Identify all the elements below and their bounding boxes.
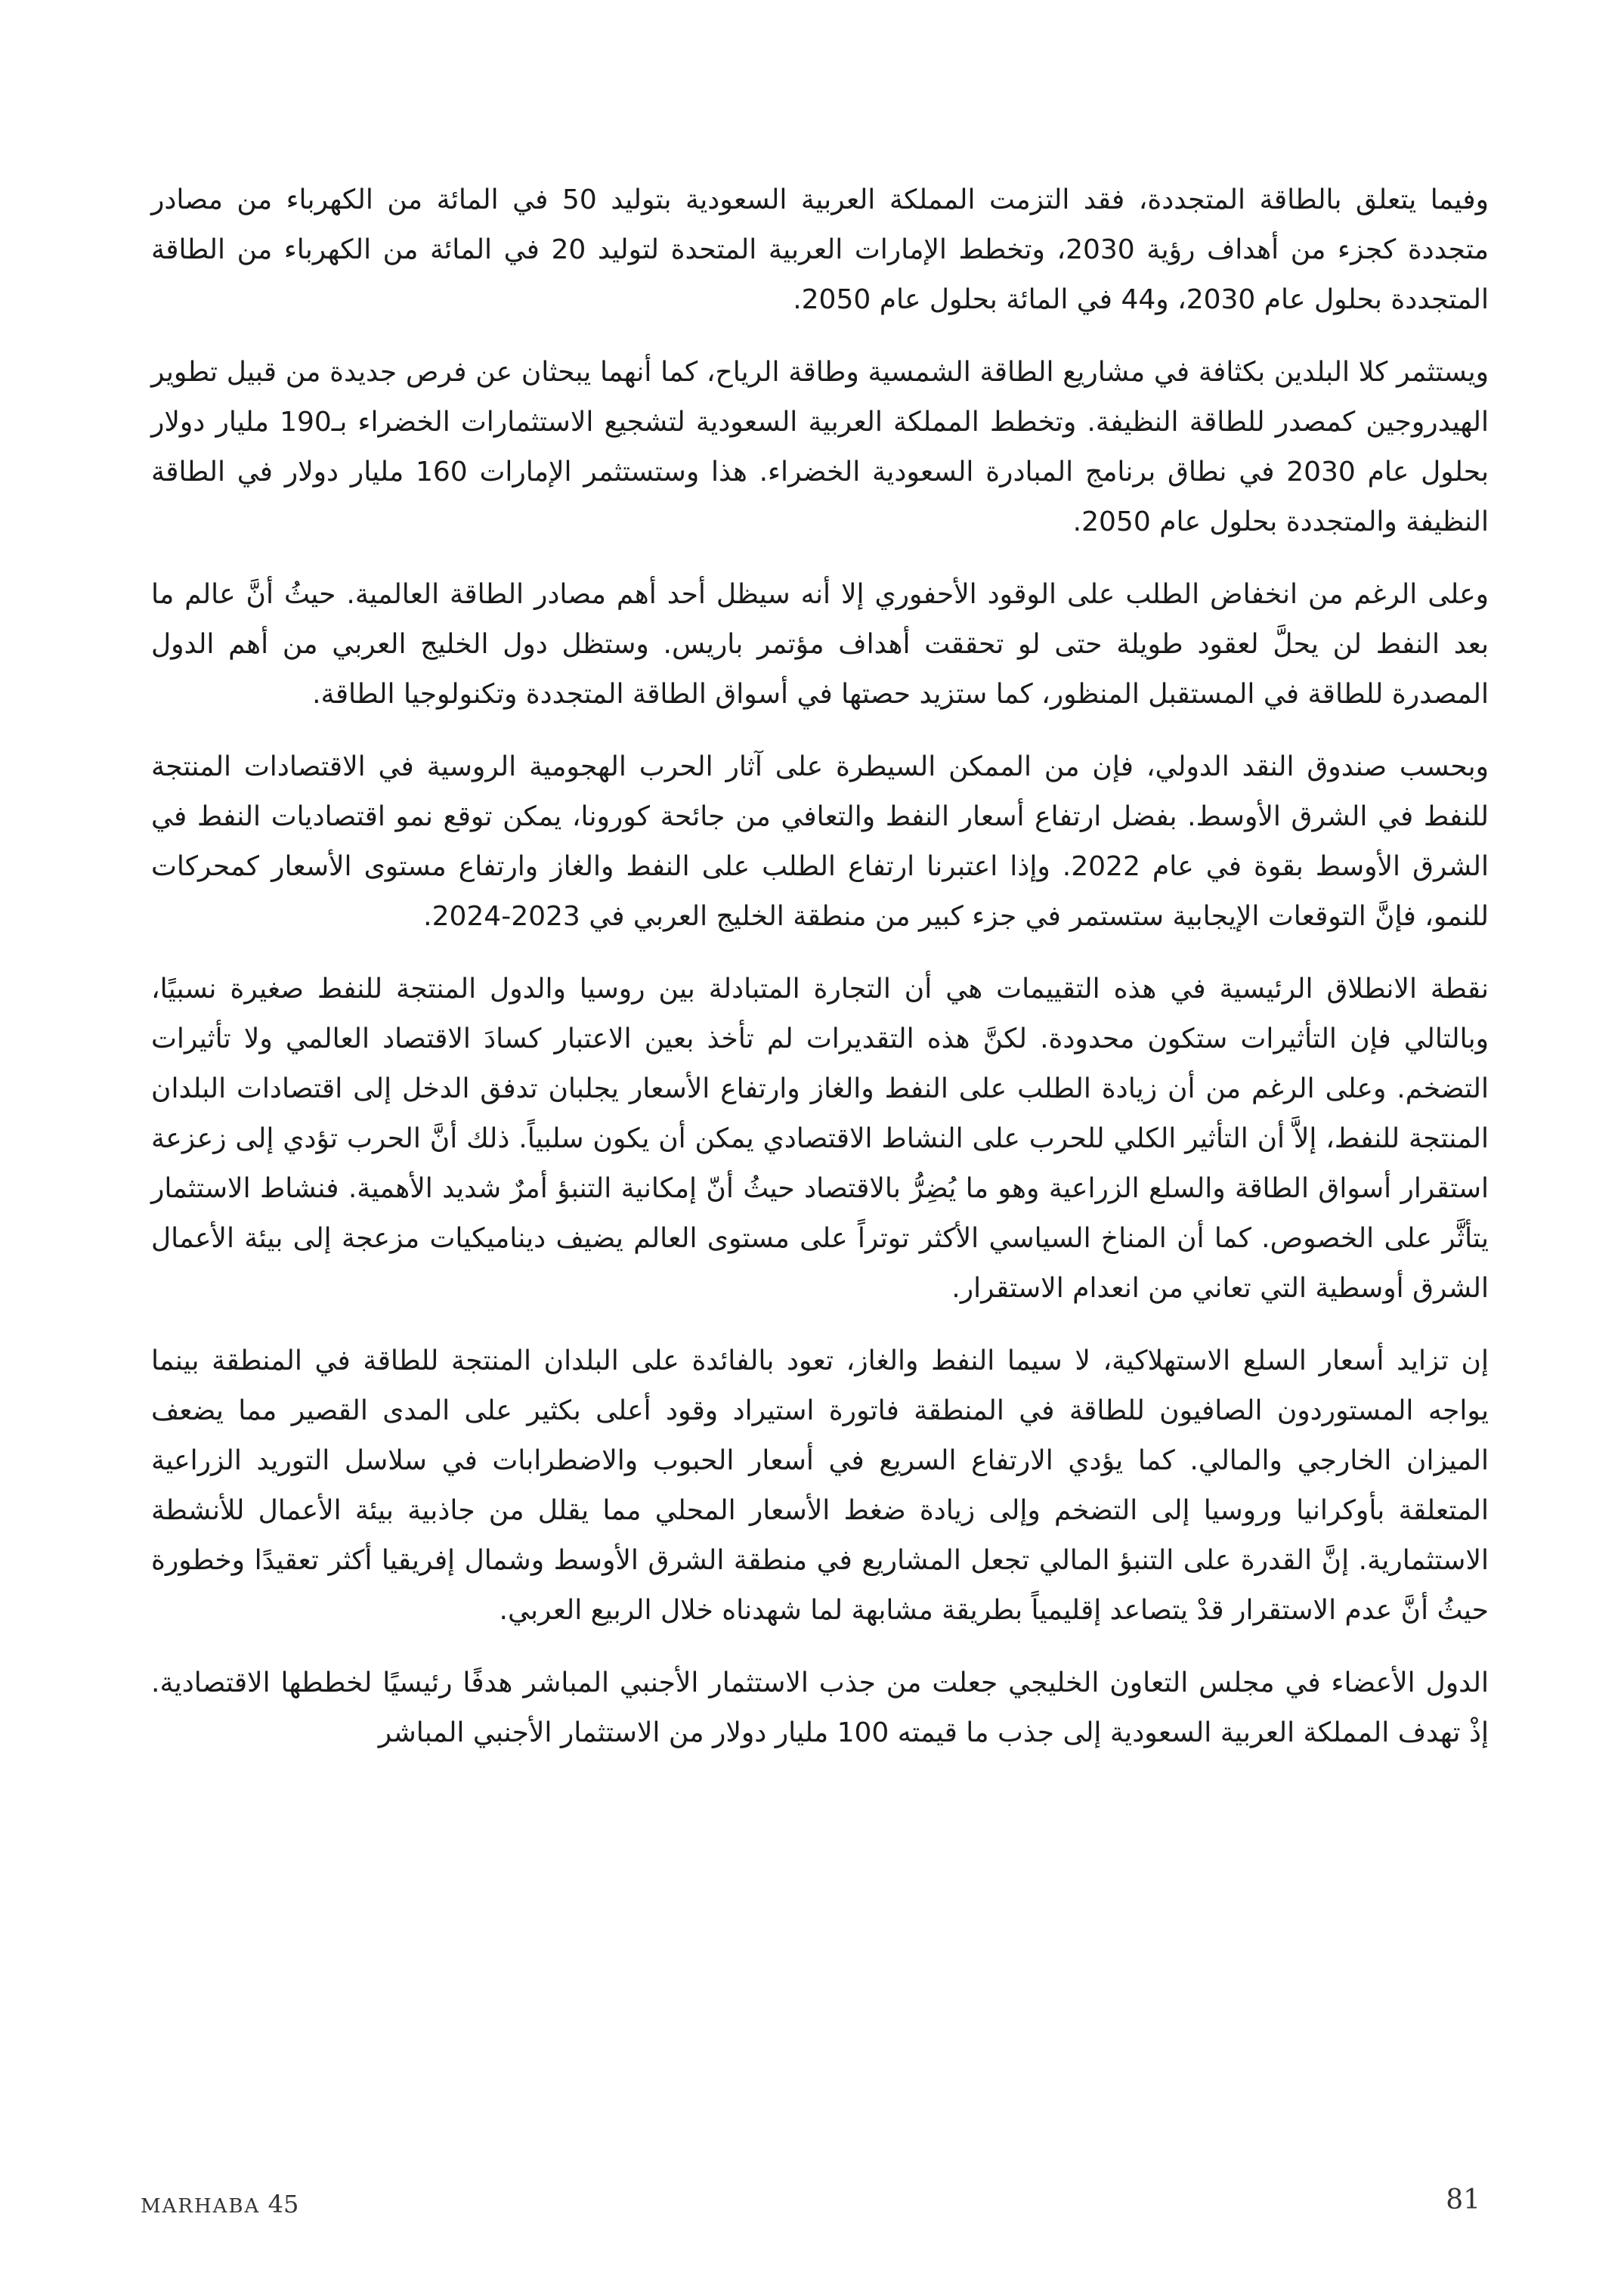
article-body: [151, 175, 1489, 1781]
paragraph-1: وفيما يتعلق بالطاقة المتجددة، فقد التزمت المملكة العربية السعودية بتوليد 50 في المائة من الكهرباء من مصادر متجددة كجزء من أهداف رؤية 2030، وتخطط الإمارات العربية المتحدة لتوليد 20 في المائة من الكهرباء من الطاقة المتجددة بحلول عام 2030، و44 في المائة بحلول عام 2050.: [151, 184, 1489, 315]
paragraph-6: إن تزايد أسعار السلع الاستهلاكية، لا سيما النفط والغاز، تعود بالفائدة على البلدان المنتجة للطاقة في المنطقة بينما يواجه المستوردون الصافيون للطاقة في المنطقة فاتورة استيراد وقود أعلى بكثير على المدى القصير مما يضعف الميزان الخارجي والمالي. كما يؤدي الارتفاع السريع في أسعار الحبوب والاضطرابات في سلاسل التوريد الزراعية المتعلقة بأوكرانيا وروسيا إلى التضخم وإلى زيادة ضغط الأسعار المحلي مما يقلل من جاذبية بيئة الأعمال للأنشطة الاستثمارية. إنَّ القدرة على التنبؤ المالي تجعل المشاريع في منطقة الشرق الأوسط وشمال إفريقيا أكثر تعقيدًا وخطورة حيثُ أنَّ عدم الاستقرار قدْ يتصاعد إقليمياً بطريقة مشابهة لما شهدناه خلال الربيع العربي.: [151, 1345, 1489, 1626]
paragraph-2: ويستثمر كلا البلدين بكثافة في مشاريع الطاقة الشمسية وطاقة الرياح، كما أنهما يبحثان عن فرص جديدة من قبيل تطوير الهيدروجين كمصدر للطاقة النظيفة. وتخطط المملكة العربية السعودية لتشجيع الاستثمارات الخضراء بـ190 مليار دولار بحلول عام 2030 في نطاق برنامج المبادرة السعودية الخضراء. هذا وستستثمر الإمارات 160 مليار دولار في الطاقة النظيفة والمتجددة بحلول عام 2050.: [151, 357, 1489, 537]
paragraph-4: وبحسب صندوق النقد الدولي، فإن من الممكن السيطرة على آثار الحرب الهجومية الروسية في الاقتصادات المنتجة للنفط في الشرق الأوسط. بفضل ارتفاع أسعار النفط والتعافي من جائحة كورونا، يمكن توقع نمو اقتصاديات النفط في الشرق الأوسط بقوة في عام 2022. وإذا اعتبرنا ارتفاع الطلب على النفط والغاز وارتفاع مستوى الأسعار كمحركات للنمو، فإنَّ التوقعات الإيجابية ستستمر في جزء كبير من منطقة الخليج العربي في 2023-2024.: [151, 751, 1489, 932]
magazine-name: MARHABA: [141, 2195, 261, 2218]
issue-number: 45: [268, 2190, 299, 2218]
paragraph-7: الدول الأعضاء في مجلس التعاون الخليجي جعلت من جذب الاستثمار الأجنبي المباشر هدفًا رئيسيًا لخططها الاقتصادية. إذْ تهدف المملكة العربية السعودية إلى جذب ما قيمته 100 مليار دولار من الاستثمار الأجنبي المباشر: [151, 1667, 1489, 1748]
paragraph-3: وعلى الرغم من انخفاض الطلب على الوقود الأحفوري إلا أنه سيظل أحد أهم مصادر الطاقة العالمية. حيثُ أنَّ عالم ما بعد النفط لن يحلَّ لعقود طويلة حتى لو تحققت أهداف مؤتمر باريس. وستظل دول الخليج العربي من أهم الدول المصدرة للطاقة في المستقبل المنظور، كما ستزيد حصتها في أسواق الطاقة المتجددة وتكنولوجيا الطاقة.: [151, 579, 1489, 710]
footer-magazine-issue: [141, 2190, 299, 2218]
page-number: 81: [1446, 2184, 1480, 2215]
paragraph-5: نقطة الانطلاق الرئيسية في هذه التقييمات هي أن التجارة المتبادلة بين روسيا والدول المنتجة للنفط صغيرة نسبيًا، وبالتالي فإن التأثيرات ستكون محدودة. لكنَّ هذه التقديرات لم تأخذ بعين الاعتبار كسادَ الاقتصاد العالمي ولا تأثيرات التضخم. وعلى الرغم من أن زيادة الطلب على النفط والغاز وارتفاع الأسعار يجلبان تدفق الدخل إلى اقتصادات البلدان المنتجة للنفط، إلاَّ أن التأثير الكلي للحرب على النشاط الاقتصادي يمكن أن يكون سلبياً. ذلك أنَّ الحرب تؤدي إلى زعزعة استقرار أسواق الطاقة والسلع الزراعية وهو ما يُضِرُّ بالاقتصاد حيثُ أنّ إمكانية التنبؤ أمرٌ شديد الأهمية. فنشاط الاستثمار يتأثَّر على الخصوص. كما أن المناخ السياسي الأكثر توتراً على مستوى العالم يضيف ديناميكيات مزعجة إلى بيئة الأعمال الشرق أوسطية التي تعاني من انعدام الاستقرار.: [151, 974, 1489, 1304]
